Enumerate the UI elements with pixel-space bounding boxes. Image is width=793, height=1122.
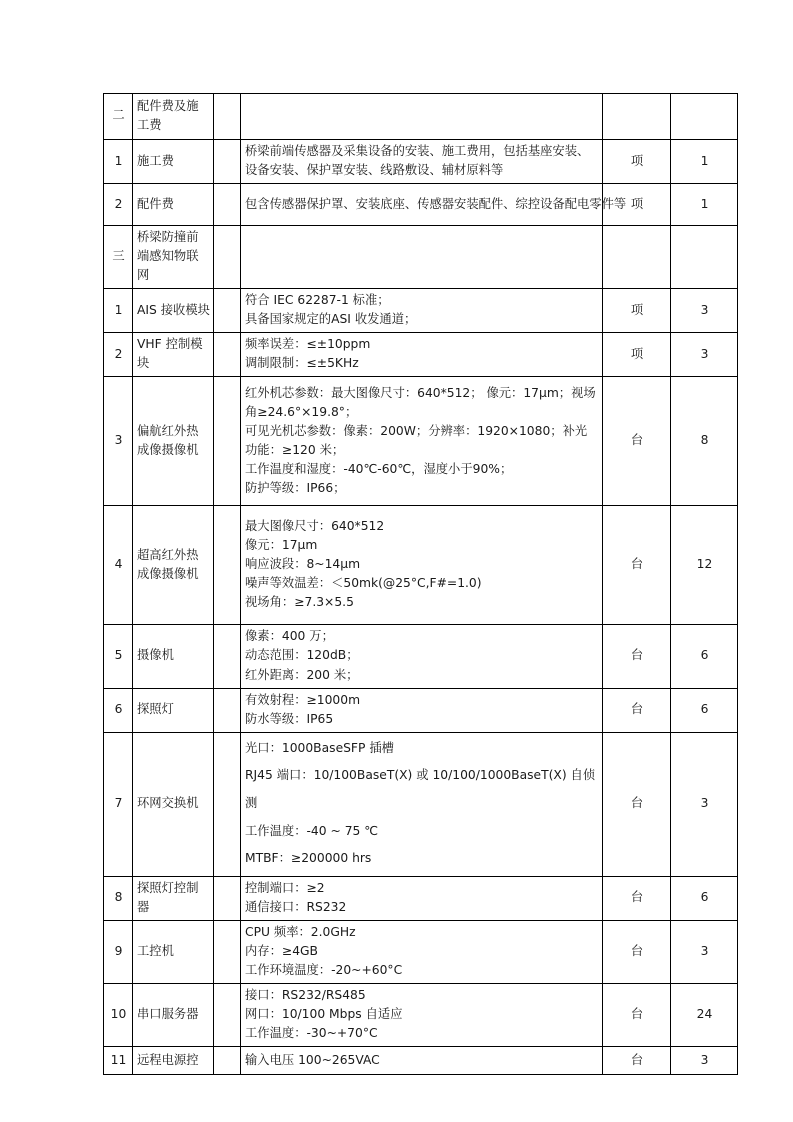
description-line: 工作温度和湿度：-40℃-60℃，湿度小于90%； [245,461,513,476]
description-line: 工作环境温度：-20~+60°C [245,963,403,978]
item-name-cell: VHF 控制模块 [133,333,214,377]
row-index-cell: 4 [104,506,133,625]
unit-cell: 项 [603,333,671,377]
spacer-cell [214,1047,241,1075]
row-index-cell: 7 [104,732,133,876]
spacer-cell [214,226,241,289]
row-index-cell: 二 [104,94,133,140]
spacer-cell [214,506,241,625]
description-line: 有效射程：≥1000m [245,692,361,707]
specification-table [103,93,738,1075]
table-row [104,94,738,140]
item-name-cell: 超高红外热成像摄像机 [133,506,214,625]
description-cell [241,140,603,184]
spacer-cell [214,625,241,688]
item-name-cell: 偏航红外热成像摄像机 [133,377,214,506]
quantity-cell: 24 [671,984,738,1047]
description-line: 内存：≥4GB [245,944,318,959]
unit-cell: 台 [603,876,671,920]
quantity-cell: 6 [671,688,738,732]
description-line: 控制端口：≥2 [245,880,325,895]
description-cell [241,333,603,377]
description-cell [241,984,603,1047]
table-row [104,921,738,984]
item-name-cell: 桥梁防撞前端感知物联网 [133,226,214,289]
description-line: 接口：RS232/RS485 [245,988,366,1003]
spacer-cell [214,732,241,876]
row-index-cell: 8 [104,876,133,920]
description-cell [241,1047,603,1075]
table-row [104,625,738,688]
item-name-cell: 环网交换机 [133,732,214,876]
description-line: 调制限制：≤±5KHz [245,356,359,371]
item-name-cell: 配件费 [133,184,214,226]
unit-cell: 台 [603,984,671,1047]
spacer-cell [214,289,241,333]
spacer-cell [214,688,241,732]
unit-cell: 台 [603,506,671,625]
description-line: 防护等级：IP66； [245,481,346,496]
table-row [104,377,738,506]
description-cell [241,184,627,226]
description-line: 像素：400 万； [245,629,334,644]
description-line: 像元：17μm [245,538,318,553]
spacer-cell [214,984,241,1047]
description-line: 可见光机芯参数：像素：200W；分辨率：1920×1080；补光功能：≥120 米； [245,423,588,457]
description-line: RJ45 端口：10/100BaseT(X) 或 10/100/1000BaseT(X) 自侦测 [245,768,596,810]
description-line: 网口：10/100 Mbps 自适应 [245,1007,403,1022]
row-index-cell: 2 [104,333,133,377]
item-name-cell: AIS 接收模块 [133,289,214,333]
table-row [104,140,738,184]
quantity-cell: 3 [671,732,738,876]
description-line: CPU 频率：2.0GHz [245,925,356,940]
description-cell [241,289,603,333]
unit-cell: 项 [603,140,671,184]
row-index-cell: 2 [104,184,133,226]
description-line: 视场角：≥7.3×5.5 [245,595,354,610]
quantity-cell: 3 [671,921,738,984]
description-line: 具备国家规定的ASI 收发通道； [245,312,417,327]
row-index-cell: 3 [104,377,133,506]
description-cell [241,732,603,876]
item-name-cell: 远程电源控 [133,1047,214,1075]
table-row [104,876,738,920]
unit-cell: 项 [603,289,671,333]
description-line: 响应波段：8~14μm [245,557,361,572]
description-cell [241,876,603,920]
row-index-cell: 9 [104,921,133,984]
quantity-cell: 3 [671,1047,738,1075]
row-index-cell: 5 [104,625,133,688]
row-index-cell: 1 [104,289,133,333]
unit-cell: 台 [603,921,671,984]
description-line: 桥梁前端传感器及采集设备的安装、施工费用，包括基座安装、设备安装、保护罩安装、线路敷设、辅材原料等 [245,144,590,178]
quantity-cell: 1 [671,184,738,226]
item-name-cell: 施工费 [133,140,214,184]
quantity-cell: 12 [671,506,738,625]
table-row [104,688,738,732]
description-line: 动态范围：120dB； [245,648,359,663]
table-row [104,732,738,876]
description-line: 频率误差：≤±10ppm [245,337,371,352]
table-row [104,333,738,377]
quantity-cell: 1 [671,140,738,184]
table-row [104,506,738,625]
spacer-cell [214,921,241,984]
unit-cell [603,226,671,289]
row-index-cell: 1 [104,140,133,184]
unit-cell: 项 [603,184,671,226]
description-line: 防水等级：IP65 [245,711,334,726]
description-line: 工作温度：-40 ~ 75 ℃ [245,823,379,838]
quantity-cell: 3 [671,289,738,333]
spacer-cell [214,184,241,226]
table-row [104,1047,738,1075]
item-name-cell: 探照灯控制器 [133,876,214,920]
description-cell [241,506,603,625]
spacer-cell [214,140,241,184]
quantity-cell: 6 [671,876,738,920]
row-index-cell: 6 [104,688,133,732]
row-index-cell: 11 [104,1047,133,1075]
description-line: 通信接口：RS232 [245,899,347,914]
description-cell [241,94,603,140]
spacer-cell [214,333,241,377]
description-line: 包含传感器保护罩、安装底座、传感器安装配件、综控设备配电零件等 [245,196,627,211]
unit-cell: 台 [603,732,671,876]
quantity-cell [671,94,738,140]
item-name-cell: 探照灯 [133,688,214,732]
item-name-cell: 摄像机 [133,625,214,688]
table-row [104,226,738,289]
table-row [104,289,738,333]
quantity-cell: 8 [671,377,738,506]
spacer-cell [214,876,241,920]
description-line: 最大图像尺寸：640*512 [245,519,385,534]
item-name-cell: 串口服务器 [133,984,214,1047]
description-line: 符合 IEC 62287-1 标准； [245,293,390,308]
unit-cell: 台 [603,1047,671,1075]
quantity-cell: 3 [671,333,738,377]
description-line: MTBF：≥200000 hrs [245,851,372,866]
unit-cell: 台 [603,377,671,506]
row-index-cell: 10 [104,984,133,1047]
spacer-cell [214,94,241,140]
unit-cell [603,94,671,140]
spacer-cell [214,377,241,506]
description-cell [241,921,603,984]
description-line: 噪声等效温差：＜50mk(@25°C,F#=1.0) [245,576,482,591]
quantity-cell [671,226,738,289]
item-name-cell: 配件费及施工费 [133,94,214,140]
row-index-cell: 三 [104,226,133,289]
item-name-cell: 工控机 [133,921,214,984]
description-cell [241,377,603,506]
table-body [104,94,738,1075]
table-row [104,184,738,226]
unit-cell: 台 [603,625,671,688]
description-cell [241,226,603,289]
unit-cell: 台 [603,688,671,732]
table-row [104,984,738,1047]
description-cell [241,625,603,688]
description-line: 光口：1000BaseSFP 插槽 [245,740,394,755]
description-line: 输入电压 100~265VAC [245,1052,380,1067]
description-line: 红外机芯参数：最大图像尺寸：640*512； 像元：17μm；视场角≥24.6°×19.8°； [245,385,596,419]
description-line: 红外距离：200 米； [245,667,359,682]
description-line: 工作温度：-30~+70°C [245,1026,378,1041]
quantity-cell: 6 [671,625,738,688]
description-cell [241,688,603,732]
spec-table-container [103,93,737,1075]
